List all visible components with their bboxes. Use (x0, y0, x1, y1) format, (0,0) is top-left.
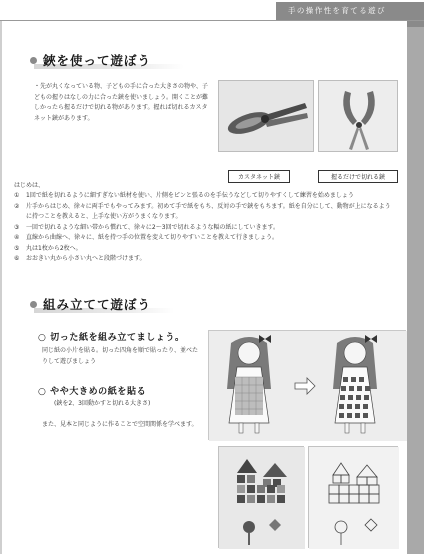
castanet-scissors-icon (219, 81, 314, 152)
list-item: ② 片手からはじめ、徐々に両手でもやってみます。初めて手で紙をもち、反対の手で鋏をもちます。紙を自分にして、動物が上になるように持つことを教えると、上手な使い方がうまくなります。 (14, 202, 391, 220)
subsection1-heading: ○ 切った紙を組み立てましょう。 (38, 333, 185, 343)
list-item: ④ 直線から曲線へ、徐々に、紙を持つ手の位置を変えて切りやすいことを教えて行きましょう。 (14, 234, 279, 241)
dress-craft-photo (208, 330, 406, 440)
side-strip (407, 21, 424, 554)
girl-dress-craft-icon (209, 331, 407, 441)
steps-lead: はじめは、 (14, 182, 45, 189)
section1-heading (30, 51, 151, 69)
photo-caption-castanet: カスタネット鋏 (228, 170, 290, 183)
list-item: ⑥ おおきい丸から小さい丸へと段階づけます。 (14, 255, 146, 262)
running-header: 手の操作性を育てる遊び (288, 6, 386, 15)
subsection2-body: また、見本と同じように作ることで空間関係を学べます。 (42, 421, 198, 428)
list-item: ① 1回で紙を切れるように細すぎない紙材を使い、片側をピンと張るのを手伝うなどして切りやすくして練習を始めましょう (14, 192, 354, 199)
squeeze-scissors-icon (319, 81, 398, 152)
section1-title: 鋏を使って遊ぼう (43, 53, 152, 68)
bullet-dot-icon (30, 301, 37, 308)
section1-intro: ・先が丸くなっている物、子どもの手に合った大きさの物や、子どもの握りはなしの力に合った鋏を使いましょう。開くことが難しかったら握るだけで切れる物があります。握れば切れるカスタネット鋏があります。 (34, 83, 209, 122)
squeeze-scissors-photo (318, 80, 398, 152)
subsection2-note: (鋏を2、3回動かすと切れる大きさ) (54, 400, 151, 407)
house-block-photo-left (218, 446, 304, 548)
list-item: ⑤ 丸は1枚から2枚へ。 (14, 244, 82, 252)
subsection1-body: 同じ紙の小片を貼る。切った四角を順で貼ったり、並べたりして遊びましょう (42, 347, 199, 365)
top-rule (0, 20, 424, 21)
list-item: ③ 一回で切れるような細い帯から慣れて、徐々に2〜3回で切れるような幅の紙にしていきます。 (14, 223, 280, 231)
photo-caption-squeeze: 握るだけで切れる鋏 (318, 170, 398, 183)
side-strip-cap (407, 21, 424, 27)
section2-title: 組み立てて遊ぼう (43, 297, 152, 312)
steps-list (14, 191, 394, 265)
house-collage-icon (219, 447, 305, 549)
subsection2-heading: ○ やや大きめの紙を貼る (38, 387, 147, 397)
section2-heading (30, 295, 151, 313)
house-block-photo-right (308, 446, 398, 548)
castanet-scissors-photo (218, 80, 314, 152)
house-outline-icon (309, 447, 399, 549)
bullet-dot-icon (30, 57, 37, 64)
left-edge (0, 21, 2, 554)
